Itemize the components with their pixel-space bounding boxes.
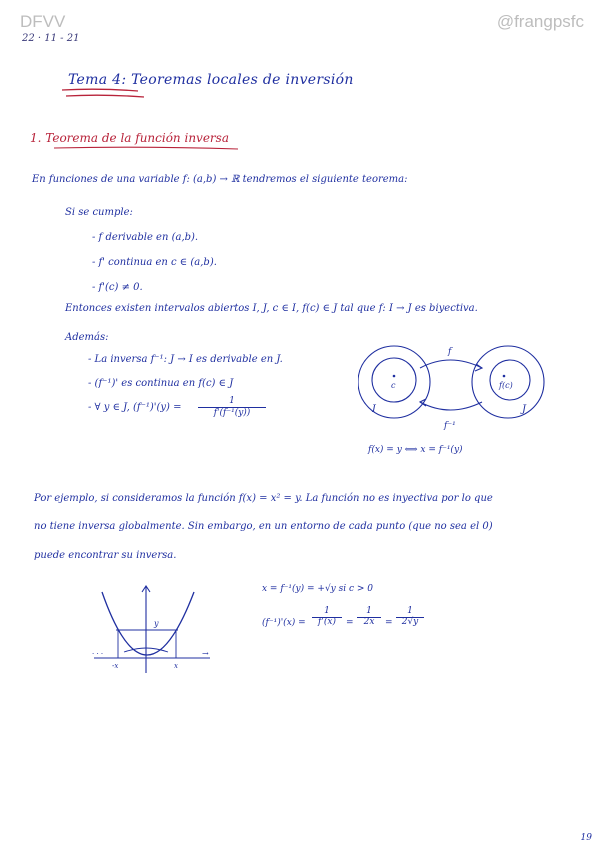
example-line-1: Por ejemplo, si consideramos la función f(x) = x² = y. La función no es inyectiva por lo que (34, 493, 493, 504)
title-underline (60, 86, 150, 100)
derivative-fraction-2: 1 2x (357, 607, 381, 627)
codomain-circle-inner (490, 360, 530, 400)
example-line-3: puede encontrar su inversa. (34, 550, 177, 561)
point-c (393, 375, 396, 378)
watermark-left: DFVV (20, 12, 66, 31)
derivative-fraction-1: 1 f'(x) (312, 607, 342, 627)
example-line-2: no tiene inversa globalmente. Sin embargo, en un entorno de cada punto (que no sea el 0) (34, 521, 493, 532)
date: 22 · 11 - 21 (22, 33, 80, 44)
graph-label-y: y (154, 619, 159, 628)
line-entonces: Entonces existen intervalos abiertos I, J, c ∈ I, f(c) ∈ J tal que f: I → J es biyectiva. (65, 303, 478, 314)
fraction-numerator: 1 (229, 396, 235, 406)
arrow-finv (420, 402, 482, 410)
graph-label-dots: · · · (92, 650, 104, 658)
inverse-formula: x = f⁻¹(y) = +√y si c > 0 (262, 584, 374, 594)
topic-title: Tema 4: Teoremas locales de inversión (68, 72, 354, 88)
condition-3: - f'(c) ≠ 0. (92, 282, 143, 293)
line-intro: En funciones de una variable f: (a,b) → ℝ tendremos el siguiente teorema: (32, 174, 408, 185)
label-I: I (372, 404, 376, 415)
label-f: f (448, 347, 452, 357)
diagram-caption: f(x) = y ⟺ x = f⁻¹(y) (368, 445, 463, 455)
arrow-f (420, 360, 482, 368)
parabola-graph (90, 578, 225, 678)
derivative-lhs: (f⁻¹)'(x) = (262, 618, 306, 628)
watermark-right: @frangpsfc (496, 12, 584, 31)
label-c: c (391, 381, 396, 390)
line-ademas: Además: (65, 332, 109, 343)
section-underline (52, 144, 242, 152)
label-finv: f⁻¹ (444, 421, 456, 431)
graph-label-negx: -x (112, 662, 119, 670)
point-fc (503, 375, 506, 378)
label-fc: f(c) (499, 381, 513, 390)
graph-label-x: x (174, 662, 178, 670)
section-title: 1. Teorema de la función inversa (30, 131, 229, 145)
result-3: - ∀ y ∈ J, (f⁻¹)'(y) = (88, 402, 182, 413)
parabola-curve (102, 592, 194, 655)
label-J: J (522, 404, 527, 415)
fraction-denominator: f'(f⁻¹(y)) (198, 407, 266, 418)
graph-label-arrow: → (202, 649, 209, 658)
domain-circle-inner (372, 358, 416, 402)
page-number: 19 (580, 833, 592, 843)
result-2: - (f⁻¹)' es continua en f(c) ∈ J (88, 378, 234, 389)
result-3-fraction (198, 397, 266, 418)
line-si-se-cumple: Si se cumple: (65, 207, 133, 218)
inverse-function-diagram (358, 340, 578, 465)
condition-1: - f derivable en (a,b). (92, 232, 199, 243)
condition-2: - f' continua en c ∈ (a,b). (92, 257, 217, 268)
derivative-fraction-3: 1 2√y (396, 607, 424, 627)
result-1: - La inversa f⁻¹: J → I es derivable en J. (88, 354, 283, 365)
notebook-page: DFVV @frangpsfc 22 · 11 - 21 Tema 4: Teoremas locales de inversión 1. Teorema de la función inversa En funciones de una variable f: (a,b) → ℝ tendremos el siguiente teorema: Si se cumple: - f derivable en (a,b). - f' continua en c ∈ (a,b). - f'(c) ≠ 0. Entonces existen intervalos abiertos I, J, c ∈ I, f(c) ∈ J tal que f: I → J es biyectiva. Además: - La inversa f⁻¹: J → I es derivable en J. - (f⁻¹)' es continua en f(c) ∈ J - ∀ y ∈ J, (f⁻¹)'(y) = $\frac{1}{\text{f'(f⁻¹(y))}}$ f f⁻¹ I J c f(c) f(x) = y ⟺ x = f⁻¹(y) Por ejemplo, si consideramos la función f(x) = x² = y. La función no es inyectiva por lo que no tiene inversa globalmente. Sin embargo, en un entorno de cada punto (que no sea el 0) puede encontrar su inversa. y -x x · · · → x = f⁻¹(y) = +√y si c > 0 (f⁻¹)'(x) = 1 f'(x) = 1 2x = 1 2√y 19 (20, 12, 592, 843)
